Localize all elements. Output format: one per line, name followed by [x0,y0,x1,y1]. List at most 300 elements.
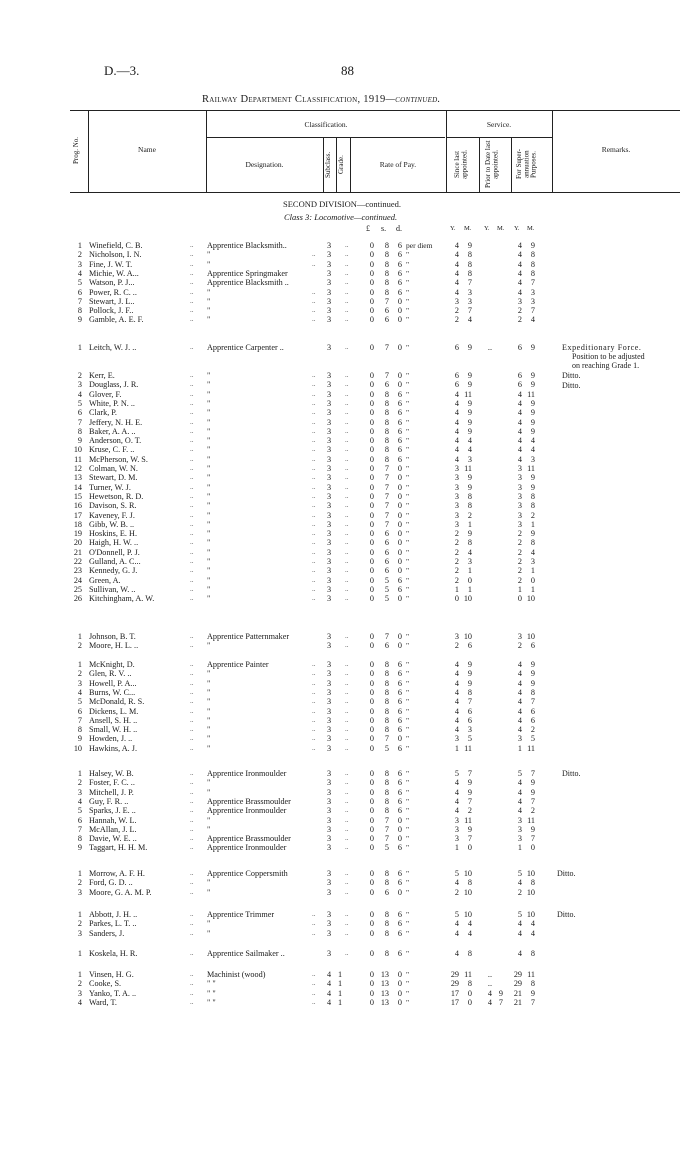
leader-dots: .. [345,706,349,715]
designation: " [207,687,211,697]
leader-dots: .. [345,464,349,472]
leader-dots: .. [312,482,316,491]
employee-name: Howden, J. .. [89,734,133,744]
employee-name: Cooke, S. [89,979,122,989]
since-last-years: 4 [454,697,459,707]
pay-shillings: 8 [384,445,389,455]
pay-shillings: 7 [384,519,389,529]
since-last-months: 11 [464,464,472,473]
leader-dots: .. [312,715,316,724]
pay-pence: 0 [397,815,402,825]
table-row [0,679,700,688]
row-number: 24 [73,575,82,585]
leader-dots: .. [345,278,349,287]
pay-pence: 0 [397,482,402,492]
pay-pounds: 0 [369,806,374,816]
employee-name: McPherson, W. S. [89,454,148,464]
pay-pounds: 0 [369,398,374,408]
super-months: 9 [530,398,535,408]
pay-unit: " [406,743,410,753]
designation: " [207,426,211,436]
pay-pence: 0 [397,547,402,557]
pay-pounds: 0 [369,928,374,938]
pay-unit: " [406,878,410,888]
super-months: 8 [530,250,535,260]
prior-months: 9 [498,988,503,998]
leader-dots: .. [312,445,316,454]
table-row [0,511,700,520]
pay-pence: 6 [397,660,402,669]
prior-months: 7 [498,997,503,1007]
row-number: 1 [77,660,82,669]
since-last-years: 2 [454,315,459,325]
row-number: 5 [77,806,82,816]
designation: " [207,436,211,446]
since-last-years: 6 [454,343,459,352]
subclass: 3 [327,806,332,816]
subclass: 3 [327,380,332,390]
pay-pence: 0 [397,997,402,1007]
leader-dots: .. [190,787,194,796]
since-last-months: 4 [467,445,472,455]
leader-dots: .. [190,287,194,296]
since-last-years: 5 [454,910,459,919]
leader-dots: .. [190,687,194,696]
subclass: 3 [327,887,332,897]
row-number: 8 [77,725,82,735]
pay-unit: " [406,697,410,707]
since-last-years: 1 [454,743,459,753]
pay-shillings: 7 [384,510,389,520]
super-years: 4 [517,796,522,806]
super-years: 4 [517,268,522,278]
leader-dots: .. [190,970,194,978]
super-months: 7 [530,769,535,778]
pay-shillings: 8 [384,250,389,260]
since-last-years: 29 [450,970,459,979]
super-years: 2 [517,575,522,585]
pay-unit: " [406,815,410,825]
since-last-years: 1 [454,843,459,853]
super-years: 3 [517,632,522,641]
super-years: 6 [517,380,522,390]
table-row [0,483,700,492]
subclass: 3 [327,445,332,455]
since-last-months: 7 [467,278,472,288]
since-last-months: 3 [467,296,472,306]
leader-dots: .. [345,426,349,435]
since-last-years: 3 [454,501,459,511]
row-number: 1 [77,343,82,352]
pay-unit: " [406,315,410,325]
pay-unit: " [406,910,410,919]
pay-pence: 6 [397,454,402,464]
super-years: 1 [517,584,522,594]
since-last-months: 0 [467,988,472,998]
designation: " [207,306,211,316]
pay-pence: 6 [397,250,402,260]
pay-shillings: 7 [384,815,389,825]
leader-dots: .. [345,306,349,315]
unit-m3: M. [527,225,535,232]
pay-shillings: 5 [384,584,389,594]
table-row [0,878,700,887]
leader-dots: .. [345,787,349,796]
pay-pence: 6 [397,268,402,278]
since-last-years: 4 [454,241,459,250]
remark-ditto: Ditto. [557,869,576,878]
super-years: 6 [517,371,522,380]
pay-shillings: 6 [384,529,389,539]
super-months: 6 [530,715,535,725]
super-months: 10 [526,632,535,641]
leader-dots: .. [312,669,316,678]
header-subclass: Subclass. [324,151,332,179]
grade: 1 [338,988,343,998]
super-years: 4 [517,715,522,725]
super-years: 4 [517,454,522,464]
table-row [0,418,700,427]
table-row [0,949,700,958]
subclass: 3 [327,949,332,958]
since-last-years: 4 [454,796,459,806]
table-row [0,744,700,753]
pay-unit: per diem [406,241,433,250]
row-number: 5 [77,398,82,408]
pay-shillings: 8 [384,426,389,436]
row-number: 1 [77,769,82,778]
unit-y1: Y. [450,225,456,232]
pay-pounds: 0 [369,510,374,520]
super-years: 29 [513,970,522,979]
pay-pence: 6 [397,796,402,806]
super-months: 9 [530,678,535,688]
pay-shillings: 8 [384,928,389,938]
subclass: 3 [327,834,332,844]
designation: " [207,547,211,557]
pay-shillings: 7 [384,824,389,834]
pay-pence: 6 [397,806,402,816]
pay-pounds: 0 [369,566,374,576]
leader-dots: .. [345,919,349,928]
designation: " [207,380,211,390]
leader-dots: .. [190,660,194,668]
employee-name: Kerr, E. [89,371,115,380]
employee-name: Dickens, L. M. [89,706,139,716]
leader-dots: .. [345,501,349,510]
pay-shillings: 8 [384,869,389,878]
subclass: 3 [327,725,332,735]
since-last-years: 2 [454,557,459,566]
super-months: 0 [530,843,535,853]
super-months: 8 [530,979,535,989]
table-row [0,390,700,399]
row-number: 2 [77,979,82,989]
super-years: 2 [517,887,522,897]
pay-shillings: 6 [384,887,389,897]
designation: " [207,697,211,707]
leader-dots: .. [345,778,349,787]
designation: " [207,566,211,576]
table-row [0,538,700,547]
table-row [0,816,700,825]
super-years: 4 [517,436,522,446]
leader-dots: .. [312,660,316,668]
leader-dots: .. [190,445,194,454]
leader-dots: .. [190,473,194,482]
leader-dots: .. [345,796,349,805]
remark-ditto: Ditto. [557,910,576,919]
leader-dots: .. [345,949,349,957]
since-last-years: 4 [454,398,459,408]
leader-dots: .. [345,887,349,896]
employee-name: Pollock, J. F.. [89,306,134,316]
pay-pence: 6 [397,259,402,269]
pay-unit: " [406,806,410,816]
leader-dots: .. [345,769,349,777]
leader-dots: .. [345,928,349,937]
since-last-months: 6 [467,715,472,725]
leader-dots: .. [345,538,349,547]
leader-dots: .. [190,408,194,417]
pay-shillings: 8 [384,878,389,888]
pay-unit: " [406,949,410,958]
leader-dots: .. [190,725,194,734]
table-row [0,716,700,725]
employee-name: Burns, W. C... [89,687,136,697]
pay-pounds: 0 [369,660,374,669]
pay-unit: " [406,988,410,998]
pay-pounds: 0 [369,547,374,557]
leader-dots: .. [345,594,349,603]
table-row [0,825,700,834]
leader-dots: .. [190,454,194,463]
pay-shillings: 5 [384,594,389,604]
leader-dots: .. [312,519,316,528]
pay-shillings: 6 [384,306,389,316]
super-months: 9 [530,417,535,427]
grade: 1 [338,997,343,1007]
row-number: 5 [77,697,82,707]
table-row [0,557,700,566]
leader-dots: .. [190,538,194,547]
super-years: 5 [517,769,522,778]
since-last-months: 0 [467,843,472,853]
super-months: 9 [530,778,535,788]
employee-name: Ford, G. D. .. [89,878,133,888]
pay-shillings: 8 [384,769,389,778]
subclass: 3 [327,510,332,520]
pay-pence: 6 [397,715,402,725]
leader-dots: .. [345,834,349,843]
table-row [0,788,700,797]
grade: 1 [338,970,343,979]
since-last-years: 2 [454,529,459,539]
since-last-months: 2 [467,806,472,816]
employee-name: Kruse, C. F. .. [89,445,135,455]
super-months: 9 [530,787,535,797]
title-main: Railway Department Classification, 1919 [202,94,386,105]
leader-dots: .. [190,557,194,565]
subclass: 3 [327,787,332,797]
pay-pounds: 0 [369,306,374,316]
pay-shillings: 13 [380,979,389,989]
designation: " [207,887,211,897]
remark-ditto: Ditto. [562,769,581,778]
super-months: 9 [530,343,535,352]
since-last-months: 11 [464,389,472,399]
table-row [0,520,700,529]
pay-pounds: 0 [369,778,374,788]
since-last-months: 4 [467,315,472,325]
leader-dots: .. [345,491,349,500]
pay-shillings: 7 [384,482,389,492]
row-number: 2 [77,250,82,260]
table-row [0,806,700,815]
pay-shillings: 6 [384,566,389,576]
leader-dots: .. [190,259,194,268]
leader-dots: .. [190,529,194,538]
pay-unit: " [406,408,410,418]
since-last-years: 2 [454,575,459,585]
since-last-months: 6 [467,641,472,651]
row-number: 4 [77,389,82,399]
pay-shillings: 8 [384,697,389,707]
since-last-months: 9 [467,778,472,788]
leader-dots: .. [312,510,316,519]
since-last-years: 4 [454,928,459,938]
table-row [0,408,700,417]
pay-pence: 0 [397,519,402,529]
super-years: 4 [517,919,522,929]
leader-dots: .. [190,278,194,287]
designation: " [207,315,211,325]
unit-y3: Y. [514,225,520,232]
leader-dots: .. [190,584,194,593]
super-months: 3 [530,454,535,464]
subclass: 3 [327,697,332,707]
pay-pence: 0 [397,834,402,844]
pay-unit: " [406,970,410,979]
designation: " " [207,997,216,1007]
row-number: 6 [77,408,82,418]
super-months: 5 [530,734,535,744]
since-last-years: 4 [454,687,459,697]
pay-pounds: 0 [369,687,374,697]
employee-name: Gulland, A. C... [89,557,141,566]
table-row [0,260,700,269]
employee-name: Gibb, W. B. .. [89,519,135,529]
super-months: 4 [530,928,535,938]
leader-dots: .. [345,641,349,650]
table-row [0,269,700,278]
pay-pence: 0 [397,824,402,834]
leader-dots: .. [190,268,194,277]
table-row [0,529,700,538]
super-months: 9 [530,408,535,418]
designation: " [207,815,211,825]
pay-pounds: 0 [369,296,374,306]
employee-name: Ansell, S. H. .. [89,715,138,725]
pay-pence: 0 [397,491,402,501]
super-years: 3 [517,501,522,511]
employee-name: Winefield, C. B. [89,241,143,250]
super-years: 2 [517,641,522,651]
designation: Apprentice Brassmoulder [207,834,291,844]
super-years: 3 [517,482,522,492]
row-number: 10 [73,445,82,455]
leader-dots: .. [312,919,316,928]
designation: " [207,538,211,548]
subclass: 3 [327,343,332,352]
pay-shillings: 8 [384,398,389,408]
subclass: 3 [327,824,332,834]
table-row [0,371,700,380]
super-months: 4 [530,445,535,455]
leader-dots: .. [312,315,316,324]
leader-dots: .. [345,250,349,259]
super-years: 4 [517,417,522,427]
super-years: 4 [517,725,522,735]
employee-name: Green, A. [89,575,121,585]
pay-pounds: 0 [369,743,374,753]
super-years: 4 [517,287,522,297]
pay-shillings: 8 [384,715,389,725]
since-last-years: 5 [454,869,459,878]
since-last-years: 4 [454,725,459,735]
designation: " [207,919,211,929]
pay-shillings: 8 [384,278,389,288]
leader-dots: .. [312,678,316,687]
pay-unit: " [406,371,410,380]
pay-pence: 6 [397,843,402,853]
pay-shillings: 7 [384,473,389,483]
pay-shillings: 5 [384,575,389,585]
row-number: 4 [77,687,82,697]
pay-pounds: 0 [369,482,374,492]
designation: " [207,878,211,888]
pay-unit: " [406,268,410,278]
subclass: 3 [327,464,332,473]
leader-dots: .. [190,547,194,556]
remark-ditto: Ditto. [562,371,581,380]
unit-m1: M. [464,225,472,232]
header-prior: Prior to Date last appointed. [484,140,500,188]
since-last-months: 8 [467,250,472,260]
leader-dots: .. [190,706,194,715]
unit-pounds: £ [366,224,370,233]
subclass: 3 [327,547,332,557]
subclass: 3 [327,878,332,888]
subclass: 3 [327,538,332,548]
row-number: 6 [77,815,82,825]
employee-name: Leitch, W. J. .. [89,343,137,352]
leader-dots: .. [312,547,316,556]
pay-shillings: 6 [384,547,389,557]
leader-dots: .. [345,715,349,724]
since-last-years: 2 [454,306,459,316]
since-last-months: 10 [463,632,472,641]
leader-dots: .. [312,743,316,752]
pay-shillings: 6 [384,557,389,566]
super-years: 4 [517,250,522,260]
since-last-years: 4 [454,436,459,446]
leader-dots: .. [190,806,194,815]
super-months: 2 [530,806,535,816]
header-super: For Super-annuation Purposes. [515,149,538,179]
subclass: 3 [327,715,332,725]
super-months: 8 [530,538,535,548]
